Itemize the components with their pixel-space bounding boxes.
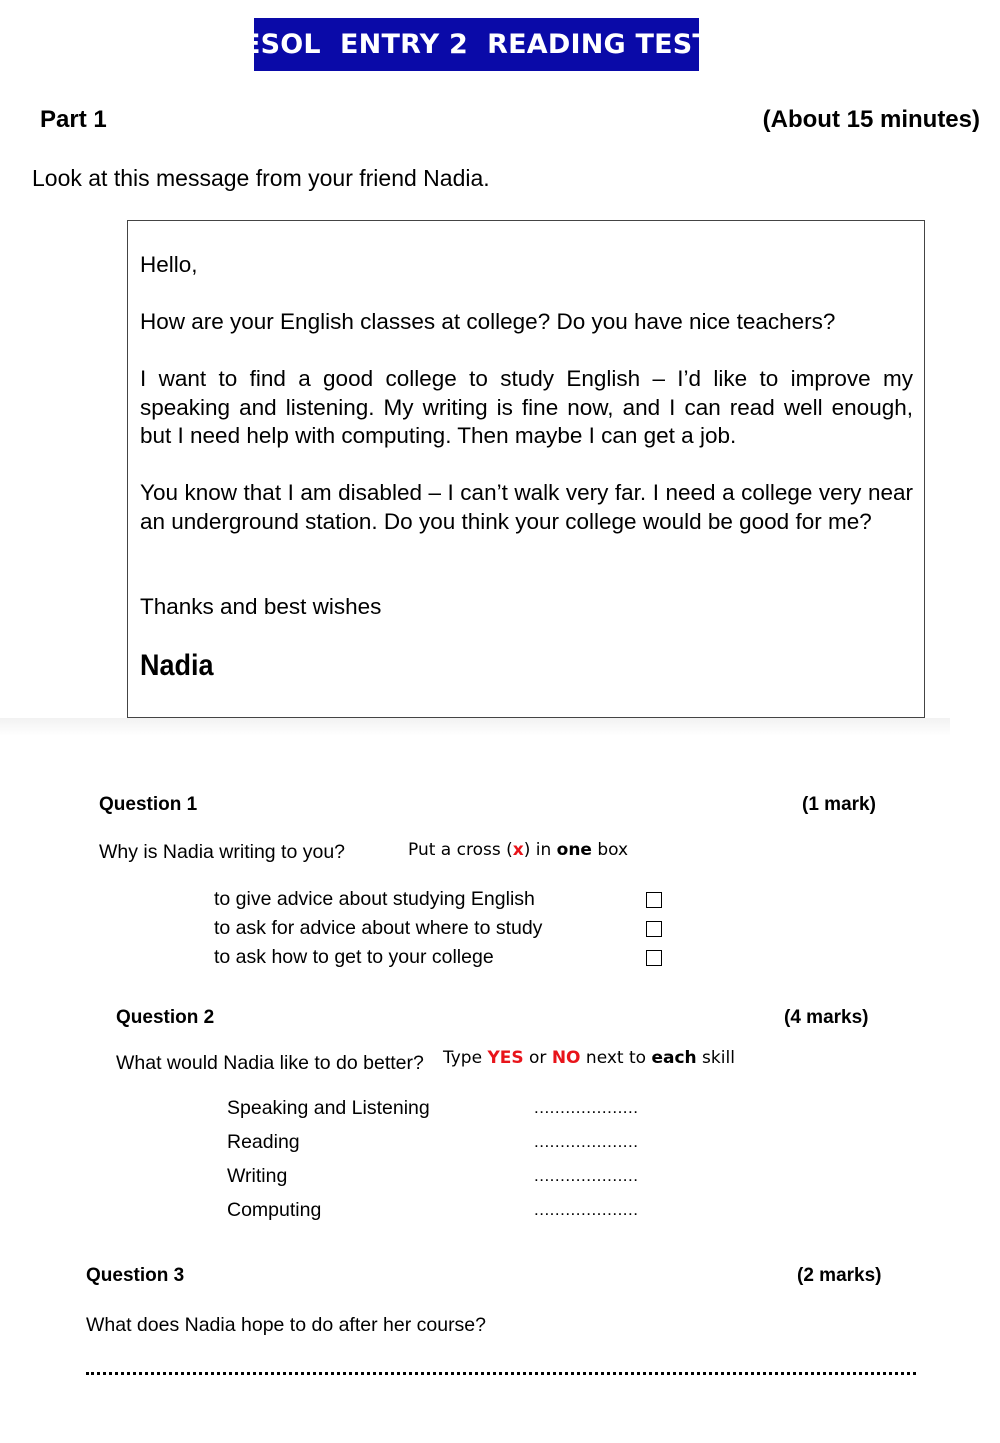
q2-instruction: Type YES or NO next to each skill (443, 1048, 735, 1068)
skill-writing: Writing (227, 1165, 288, 1187)
message-box (127, 220, 925, 718)
test-title: ESOL ENTRY 2 READING TEST (254, 18, 699, 71)
q3-marks: (2 marks) (797, 1265, 882, 1286)
time-label: (About 15 minutes) (762, 106, 980, 133)
skill-writing-answer[interactable]: .................... (534, 1166, 639, 1185)
q3-question: What does Nadia hope to do after her course? (86, 1314, 486, 1336)
q1-marks: (1 mark) (802, 794, 876, 815)
skill-speaking-listening: Speaking and Listening (227, 1097, 430, 1119)
q1-instruction: Put a cross (x) in one box (408, 840, 629, 860)
letter-paragraph-3: You know that I am disabled – I can’t walk very far. I need a college very near an underground station. Do you think your college would be good for me? (140, 480, 913, 534)
q1-title: Question 1 (99, 794, 198, 815)
q1-question: Why is Nadia writing to you? (99, 841, 346, 863)
q1-option-1-checkbox[interactable] (646, 892, 662, 908)
skill-speaking-listening-answer[interactable]: .................... (534, 1098, 639, 1117)
letter-closing: Thanks and best wishes (140, 594, 382, 619)
q1-option-1: to give advice about studying English (214, 888, 535, 910)
page-divider (0, 718, 950, 736)
q2-marks: (4 marks) (784, 1007, 869, 1028)
letter-paragraph-2: I want to find a good college to study English – I’d like to improve my speaking and listening. My writing is fine now, and I can read well enough, but I need help with computing. Then maybe I can get a job. (140, 366, 913, 448)
skill-computing: Computing (227, 1199, 322, 1221)
letter-greeting: Hello, (140, 252, 198, 277)
letter-signature: Nadia (140, 649, 214, 682)
q1-option-3: to ask how to get to your college (214, 946, 494, 968)
q1-option-3-checkbox[interactable] (646, 950, 662, 966)
skill-reading: Reading (227, 1131, 300, 1153)
q3-title: Question 3 (86, 1265, 185, 1286)
q2-title: Question 2 (116, 1007, 215, 1028)
q2-question: What would Nadia like to do better? (116, 1052, 424, 1074)
part-label: Part 1 (40, 106, 107, 133)
skill-computing-answer[interactable]: .................... (534, 1200, 639, 1219)
q1-option-2-checkbox[interactable] (646, 921, 662, 937)
letter-paragraph-1: How are your English classes at college? Do you have nice teachers? (140, 309, 836, 334)
skill-reading-answer[interactable]: .................... (534, 1132, 639, 1151)
intro-text: Look at this message from your friend Nadia. (32, 165, 490, 191)
q1-option-2: to ask for advice about where to study (214, 917, 543, 939)
q3-answer-line[interactable] (86, 1372, 916, 1375)
